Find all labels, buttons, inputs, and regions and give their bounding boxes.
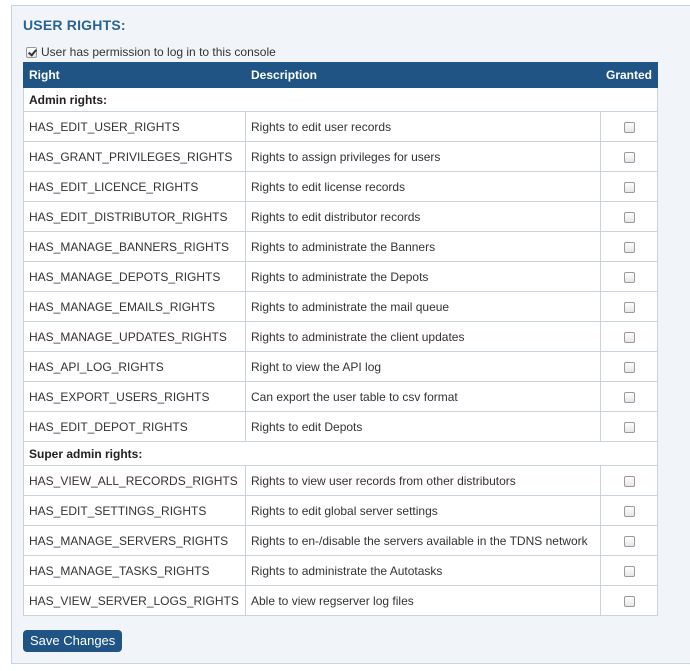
granted-cell: [601, 262, 658, 292]
right-description: Rights to administrate the Autotasks: [246, 556, 601, 586]
right-name: HAS_MANAGE_UPDATES_RIGHTS: [24, 322, 246, 352]
right-description: Rights to edit global server settings: [246, 496, 601, 526]
right-name: HAS_MANAGE_SERVERS_RIGHTS: [24, 526, 246, 556]
granted-cell: [601, 202, 658, 232]
granted-checkbox[interactable]: [624, 392, 635, 403]
right-description: Rights to edit user records: [246, 112, 601, 142]
granted-cell: [601, 412, 658, 442]
column-header-granted: Granted: [601, 63, 658, 88]
column-header-right: Right: [24, 63, 246, 88]
granted-cell: [601, 112, 658, 142]
right-name: HAS_MANAGE_TASKS_RIGHTS: [24, 556, 246, 586]
granted-cell: [601, 142, 658, 172]
right-description: Right to view the API log: [246, 352, 601, 382]
granted-checkbox[interactable]: [624, 272, 635, 283]
granted-checkbox[interactable]: [624, 506, 635, 517]
table-row: [24, 142, 658, 172]
granted-cell: [601, 586, 658, 616]
login-permission-row: [26, 45, 276, 59]
granted-cell: [601, 556, 658, 586]
right-description: Rights to en-/disable the servers available in the TDNS network: [246, 526, 601, 556]
group-row: [24, 88, 658, 112]
granted-checkbox[interactable]: [624, 302, 635, 313]
granted-cell: [601, 496, 658, 526]
table-row: [24, 322, 658, 352]
granted-checkbox[interactable]: [624, 596, 635, 607]
table-row: [24, 262, 658, 292]
table-row: [24, 232, 658, 262]
right-name: HAS_MANAGE_EMAILS_RIGHTS: [24, 292, 246, 322]
right-description: Can export the user table to csv format: [246, 382, 601, 412]
right-description: Rights to edit distributor records: [246, 202, 601, 232]
granted-checkbox[interactable]: [624, 122, 635, 133]
page-title: USER RIGHTS:: [23, 17, 126, 33]
table-row: [24, 496, 658, 526]
right-description: Rights to administrate the Depots: [246, 262, 601, 292]
right-description: Rights to edit Depots: [246, 412, 601, 442]
granted-cell: [601, 352, 658, 382]
granted-checkbox[interactable]: [624, 242, 635, 253]
table-row: [24, 382, 658, 412]
right-name: HAS_GRANT_PRIVILEGES_RIGHTS: [24, 142, 246, 172]
granted-checkbox[interactable]: [624, 476, 635, 487]
granted-cell: [601, 466, 658, 496]
right-name: HAS_EXPORT_USERS_RIGHTS: [24, 382, 246, 412]
table-row: [24, 526, 658, 556]
granted-checkbox[interactable]: [624, 566, 635, 577]
table-header-row: [24, 63, 658, 88]
granted-cell: [601, 232, 658, 262]
right-name: HAS_EDIT_LICENCE_RIGHTS: [24, 172, 246, 202]
right-description: Rights to view user records from other distributors: [246, 466, 601, 496]
rights-table: [23, 62, 658, 616]
group-row: [24, 442, 658, 466]
table-row: [24, 556, 658, 586]
table-row: [24, 466, 658, 496]
granted-checkbox[interactable]: [624, 536, 635, 547]
granted-cell: [601, 526, 658, 556]
granted-checkbox[interactable]: [624, 422, 635, 433]
group-label: Super admin rights:: [24, 442, 658, 466]
right-name: HAS_EDIT_DEPOT_RIGHTS: [24, 412, 246, 442]
table-row: [24, 352, 658, 382]
granted-checkbox[interactable]: [624, 152, 635, 163]
granted-checkbox[interactable]: [624, 362, 635, 373]
group-label: Admin rights:: [24, 88, 658, 112]
login-permission-label: User has permission to log in to this console: [41, 45, 276, 59]
right-description: Rights to administrate the client updates: [246, 322, 601, 352]
granted-cell: [601, 382, 658, 412]
login-permission-checkbox[interactable]: [26, 47, 37, 58]
right-description: Rights to administrate the Banners: [246, 232, 601, 262]
table-row: [24, 412, 658, 442]
right-description: Rights to edit license records: [246, 172, 601, 202]
table-row: [24, 586, 658, 616]
right-name: HAS_EDIT_DISTRIBUTOR_RIGHTS: [24, 202, 246, 232]
right-name: HAS_VIEW_ALL_RECORDS_RIGHTS: [24, 466, 246, 496]
table-row: [24, 292, 658, 322]
user-rights-panel: [11, 5, 690, 664]
table-row: [24, 172, 658, 202]
granted-checkbox[interactable]: [624, 332, 635, 343]
right-name: HAS_MANAGE_BANNERS_RIGHTS: [24, 232, 246, 262]
right-description: Rights to assign privileges for users: [246, 142, 601, 172]
column-header-description: Description: [246, 63, 601, 88]
right-name: HAS_EDIT_SETTINGS_RIGHTS: [24, 496, 246, 526]
table-row: [24, 202, 658, 232]
right-description: Able to view regserver log files: [246, 586, 601, 616]
right-name: HAS_EDIT_USER_RIGHTS: [24, 112, 246, 142]
granted-cell: [601, 322, 658, 352]
granted-checkbox[interactable]: [624, 212, 635, 223]
table-row: [24, 112, 658, 142]
right-name: HAS_VIEW_SERVER_LOGS_RIGHTS: [24, 586, 246, 616]
save-changes-button[interactable]: Save Changes: [23, 630, 122, 652]
granted-cell: [601, 292, 658, 322]
granted-cell: [601, 172, 658, 202]
right-name: HAS_API_LOG_RIGHTS: [24, 352, 246, 382]
right-description: Rights to administrate the mail queue: [246, 292, 601, 322]
granted-checkbox[interactable]: [624, 182, 635, 193]
right-name: HAS_MANAGE_DEPOTS_RIGHTS: [24, 262, 246, 292]
